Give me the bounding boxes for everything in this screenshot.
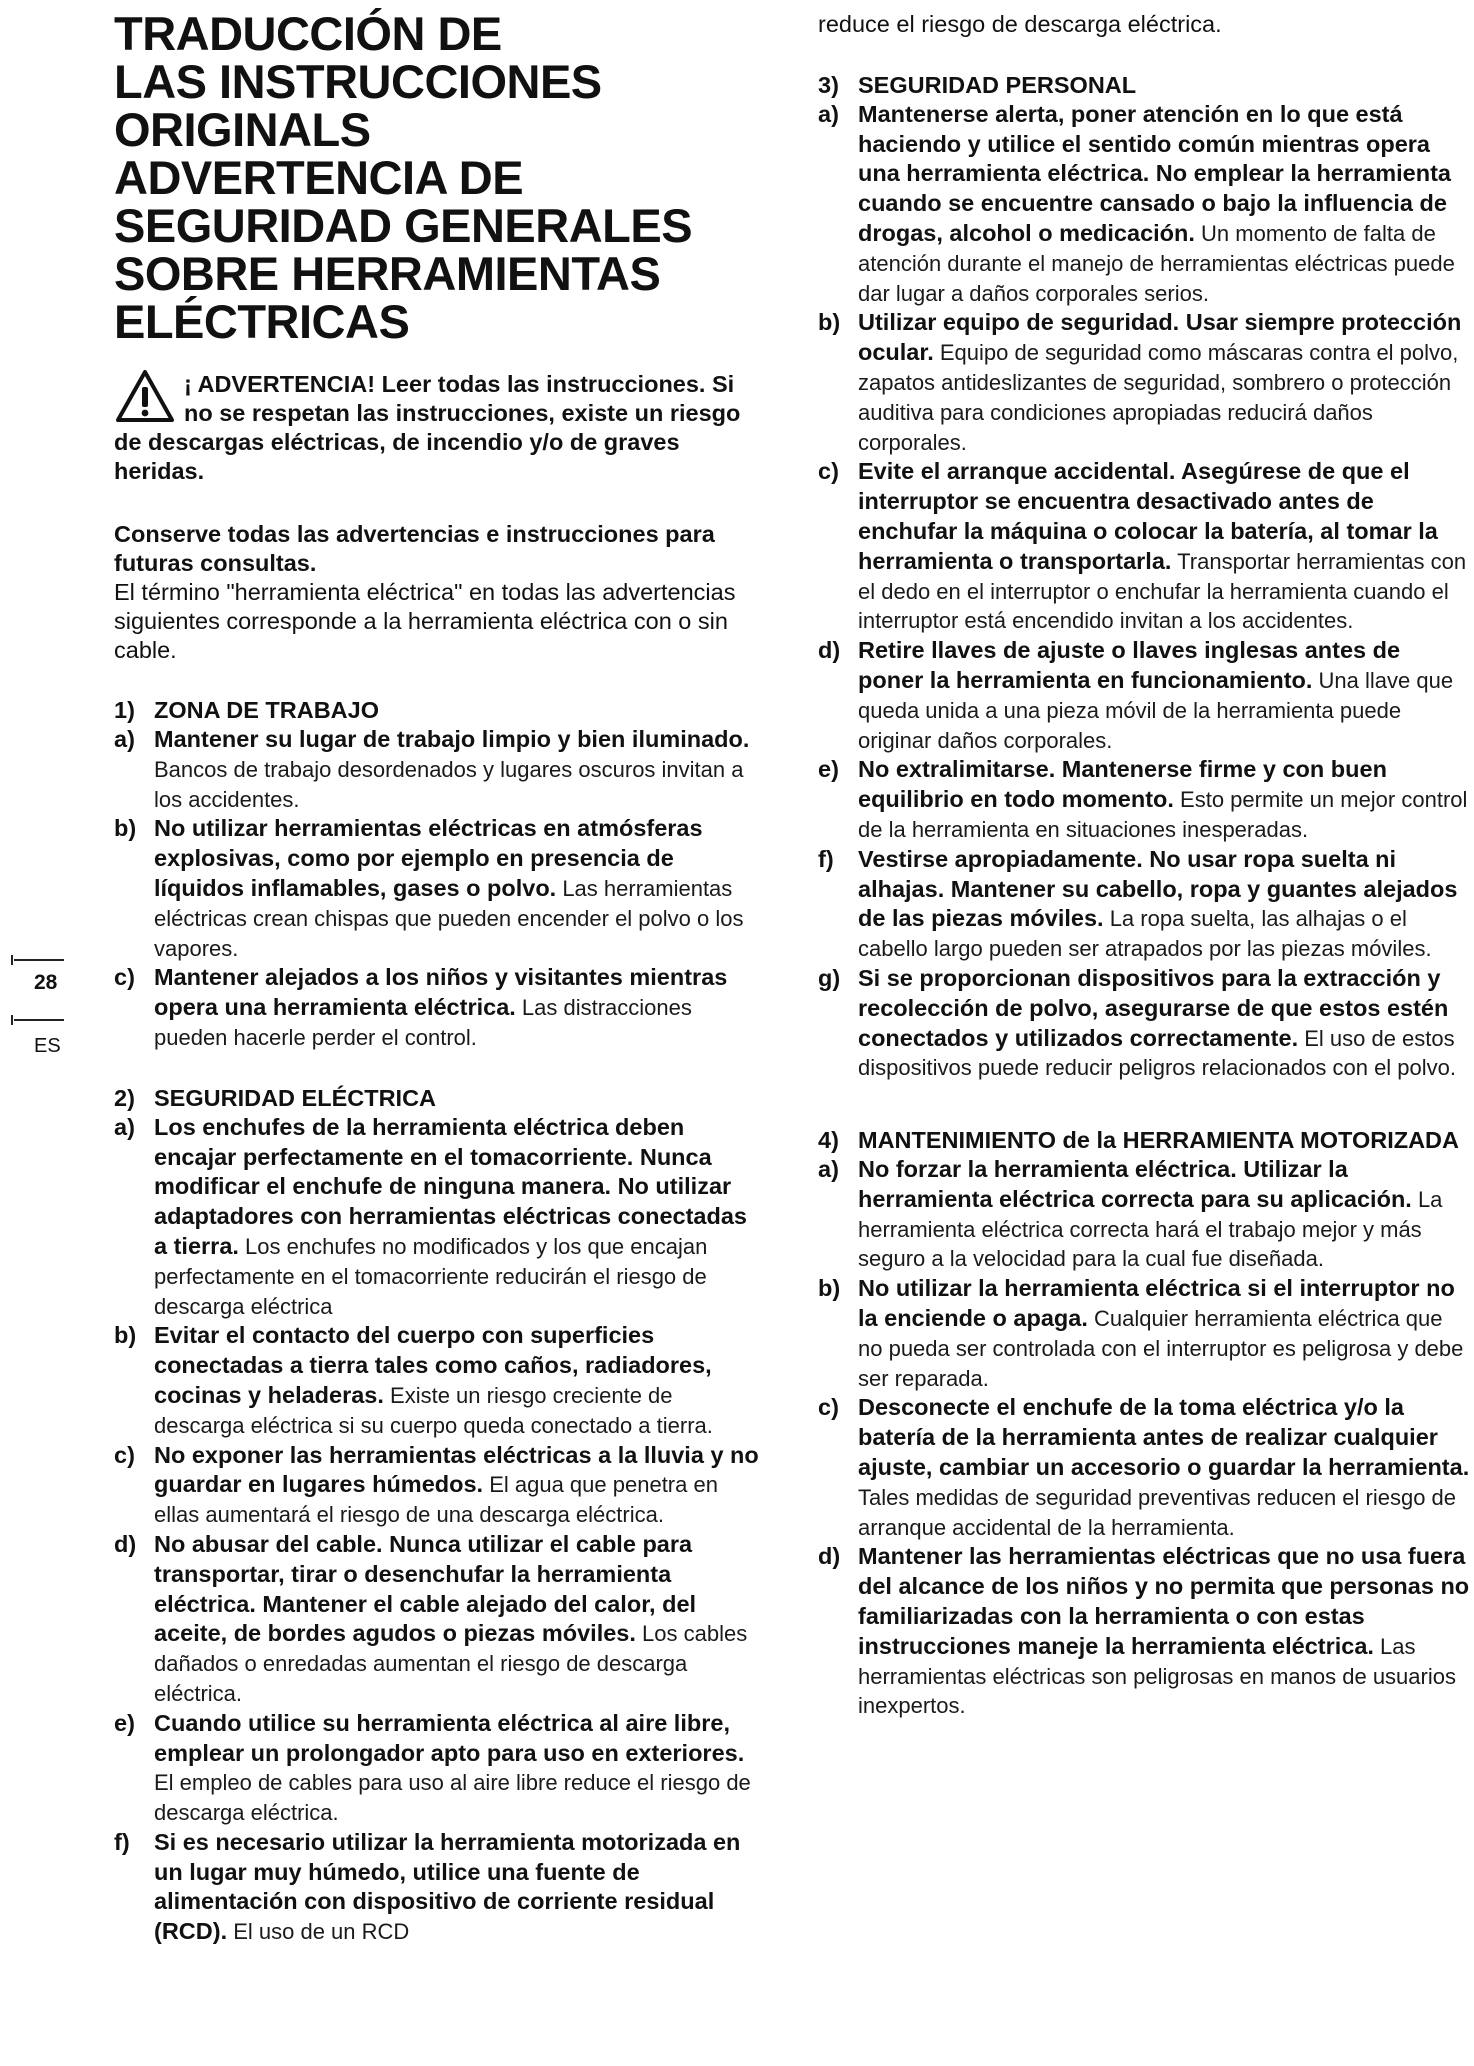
- item-text: Los cables dañados o enredadas aumentan el riesgo de descarga eléctrica.: [154, 1621, 748, 1706]
- item-text: La ropa suelta, las alhajas o el cabello largo pueden ser atrapados por las piezas móviles.: [858, 906, 1432, 962]
- item-bold: Mantener alejados a los niños y visitantes mientras opera una herramienta eléctrica.: [154, 964, 728, 1021]
- item-text: El empleo de cables para uso al aire libre reduce el riesgo de descarga eléctrica.: [154, 1770, 751, 1826]
- item-letter: g): [818, 964, 841, 991]
- item-bold: Desconecte el enchufe de la toma eléctrica y/o la batería de la herramienta antes de realizar cualquier ajuste, cambiar un accesorio o guardar la herramienta.: [858, 1394, 1470, 1481]
- list-item: [114, 963, 764, 1052]
- item-letter: c): [818, 458, 839, 485]
- item-bold: No exponer las herramientas eléctricas a la lluvia y no guardar en lugares húmedos.: [154, 1441, 759, 1498]
- item-bold: Retire llaves de ajuste o llaves inglesas antes de poner la herramienta en funcionamiento.: [858, 637, 1401, 693]
- item-letter: d): [114, 1530, 137, 1557]
- item-text: Los enchufes no modificados y los que encajan perfectamente en el tomacorriente reducirán el riesgo de descarga eléctrica: [154, 1233, 708, 1319]
- item-text: Un momento de falta de atención durante el manejo de herramientas eléctricas puede dar lugar a daños corporales serios.: [858, 220, 1455, 306]
- item-letter: c): [818, 1394, 839, 1421]
- list-item: [818, 1393, 1470, 1542]
- item-bold: Los enchufes de la herramienta eléctrica deben encajar perfectamente en el tomacorriente. Nunca modificar el enchufe de ninguna manera. No utilizar adaptadores con herramientas eléctricas conectadas a tierra.: [154, 1113, 747, 1259]
- list-item: [818, 308, 1470, 457]
- list-item: [818, 755, 1470, 844]
- item-text: El uso de estos dispositivos puede reducir peligros relacionados con el polvo.: [858, 1025, 1457, 1081]
- item-text: Las herramientas eléctricas son peligrosas en manos de usuarios inexpertos.: [858, 1633, 1456, 1719]
- list-item: [818, 1542, 1470, 1721]
- section-number: 3): [818, 71, 839, 98]
- item-text: Cualquier herramienta eléctrica que no pueda ser controlada con el interruptor es peligrosa y debe ser reparada.: [858, 1306, 1464, 1391]
- item-bold: Vestirse apropiadamente. No usar ropa suelta ni alhajas. Mantener su cabello, ropa y guantes alejados de las piezas móviles.: [858, 845, 1458, 932]
- section-items: [818, 100, 1470, 1083]
- title-line: SOBRE HERRAMIENTAS: [114, 247, 661, 300]
- item-bold: Si se proporcionan dispositivos para la extracción y recolección de polvo, asegurarse de que estos estén conectados y utilizados correctamente.: [858, 964, 1449, 1051]
- section-title: MANTENIMIENTO de la HERRAMIENTA MOTORIZADA: [858, 1127, 1459, 1154]
- title-line: ORIGINALS: [114, 103, 371, 156]
- section-tool-maintenance: [818, 1125, 1470, 1721]
- list-item: [114, 1113, 764, 1322]
- warning-triangle-icon: [114, 368, 176, 424]
- section-heading: [114, 695, 764, 725]
- item-letter: b): [818, 309, 841, 336]
- list-item: [818, 457, 1470, 636]
- list-item: [818, 636, 1470, 755]
- item-letter: f): [114, 1828, 130, 1855]
- item-letter: d): [818, 1543, 841, 1570]
- item-text: El uso de un RCD: [227, 1919, 410, 1945]
- section-items: [818, 1155, 1470, 1721]
- item-text: Transportar herramientas con el dedo en el interruptor o enchufar la herramienta cuando el interruptor está encendido invitan a los accidentes.: [858, 548, 1467, 634]
- item-letter: d): [818, 637, 841, 664]
- item-bold: Mantener su lugar de trabajo limpio y bien iluminado.: [154, 726, 750, 752]
- list-item: [114, 1828, 764, 1947]
- item-text: Las distracciones pueden hacerle perder el control.: [154, 995, 692, 1050]
- section-number: 2): [114, 1084, 135, 1111]
- list-item: [818, 1274, 1470, 1393]
- left-column: [114, 7, 764, 1947]
- item-text: Existe un riesgo creciente de descarga eléctrica si su cuerpo queda conectado a tierra.: [154, 1382, 713, 1438]
- title-line: LAS INSTRUCCIONES: [114, 55, 602, 108]
- item-letter: e): [114, 1709, 135, 1736]
- margin-line-top: [14, 959, 64, 961]
- conserve-text: El término "herramienta eléctrica" en todas las advertencias siguientes corresponde a la herramienta eléctrica con o sin cable.: [114, 579, 736, 663]
- section-number: 4): [818, 1127, 839, 1154]
- general-warning: [114, 370, 764, 486]
- item-bold: Evitar el contacto del cuerpo con superficies conectadas a tierra tales como caños, radiadores, cocinas y heladeras.: [154, 1322, 712, 1408]
- item-letter: a): [114, 726, 135, 752]
- section-title: SEGURIDAD ELÉCTRICA: [154, 1084, 437, 1111]
- section-electrical-safety: [114, 1083, 764, 1947]
- item-text: Tales medidas de seguridad preventivas reducen el riesgo de arranque accidental de la herramienta.: [858, 1484, 1457, 1540]
- language-code: ES: [34, 1035, 61, 1057]
- list-item: [114, 1321, 764, 1440]
- list-item: [818, 964, 1470, 1083]
- section-work-area: [114, 695, 764, 1053]
- list-item: [114, 1441, 764, 1530]
- section-title: SEGURIDAD PERSONAL: [858, 71, 1137, 98]
- list-item: [818, 100, 1470, 309]
- item-text: La herramienta eléctrica correcta hará el trabajo mejor y más seguro a la velocidad para la cual fue diseñada.: [858, 1186, 1443, 1272]
- section-title: ZONA DE TRABAJO: [154, 697, 379, 723]
- item-letter: b): [114, 1322, 137, 1349]
- item-bold: No extralimitarse. Mantenerse firme y con buen equilibrio en todo momento.: [858, 756, 1387, 813]
- list-item: [114, 814, 764, 963]
- item-bold: No forzar la herramienta eléctrica. Utilizar la herramienta eléctrica correcta para su aplicación.: [858, 1156, 1412, 1212]
- document-title: [114, 7, 764, 348]
- continuation-text: reduce el riesgo de descarga eléctrica.: [818, 11, 1222, 37]
- item-letter: e): [818, 756, 839, 783]
- section-number: 1): [114, 697, 135, 723]
- title-line: ADVERTENCIA DE: [114, 151, 524, 204]
- item-text: Esto permite un mejor control de la herramienta en situaciones inesperadas.: [858, 787, 1468, 842]
- item-text: Equipo de seguridad como máscaras contra el polvo, zapatos antideslizantes de seguridad, sombrero o protección auditiva para condiciones apropiadas reducirá daños corporales.: [858, 340, 1459, 455]
- title-line: ELÉCTRICAS: [114, 295, 410, 348]
- list-item: [114, 1530, 764, 1709]
- item-bold: Evite el arranque accidental. Asegúrese de que el interruptor se encuentra desactivado antes de enchufar la máquina o colocar la batería, al tomar la herramienta o transportarla.: [858, 458, 1438, 574]
- item-letter: f): [818, 845, 834, 872]
- section-heading: [114, 1083, 764, 1113]
- section-personal-safety: [818, 70, 1470, 1083]
- item-bold: Mantenerse alerta, poner atención en lo que está haciendo y utilice el sentido común mientras opera una herramienta eléctrica. No emplear la herramienta cuando se encuentre cansado o bajo la influencia de drogas, alcohol o medicación.: [858, 100, 1451, 246]
- item-bold: Si es necesario utilizar la herramienta motorizada en un lugar muy húmedo, utilice una fuente de alimentación con dispositivo de corriente residual (RCD).: [154, 1828, 741, 1945]
- section-items: [114, 725, 764, 1053]
- item-letter: b): [818, 1275, 841, 1302]
- section-heading: [818, 1125, 1470, 1155]
- list-item: [114, 1709, 764, 1828]
- section-heading: [818, 70, 1470, 100]
- item-text: Bancos de trabajo desordenados y lugares oscuros invitan a los accidentes.: [154, 756, 744, 812]
- title-line: TRADUCCIÓN DE: [114, 7, 502, 60]
- item-bold: Cuando utilice su herramienta eléctrica al aire libre, emplear un prolongador apto para uso en exteriores.: [154, 1709, 745, 1766]
- title-line: SEGURIDAD GENERALES: [114, 199, 693, 252]
- item-bold: No utilizar herramientas eléctricas en atmósferas explosivas, como por ejemplo en presencia de líquidos inflamables, gases o polvo.: [154, 815, 703, 901]
- list-item: [114, 725, 764, 814]
- item-text: Una llave que queda unida a una pieza móvil de la herramienta puede originar daños corporales.: [858, 667, 1454, 753]
- item-text: Las herramientas eléctricas crean chispas que pueden encender el polvo o los vapores.: [154, 875, 744, 961]
- margin-line-bottom: [14, 1019, 64, 1021]
- item-letter: a): [818, 100, 839, 127]
- item-letter: b): [114, 815, 137, 842]
- item-text: El agua que penetra en ellas aumentará el riesgo de una descarga eléctrica.: [154, 1472, 718, 1528]
- item-bold: No abusar del cable. Nunca utilizar el cable para transportar, tirar o desenchufar la herramienta eléctrica. Mantener el cable alejado del calor, del aceite, de bordes agudos o piezas móviles.: [154, 1530, 697, 1647]
- item-bold: Utilizar equipo de seguridad. Usar siempre protección ocular.: [858, 309, 1462, 366]
- list-item: [818, 1155, 1470, 1274]
- item-letter: a): [114, 1113, 135, 1140]
- item-letter: c): [114, 1441, 135, 1468]
- item-letter: a): [818, 1156, 839, 1183]
- warning-text: ¡ ADVERTENCIA! Leer todas las instrucciones. Si no se respetan las instrucciones, existe un riesgo de descargas eléctricas, de incendio y/o de graves heridas.: [114, 371, 741, 484]
- section-items: [114, 1113, 764, 1947]
- right-column: [818, 10, 1470, 1721]
- item-bold: No utilizar la herramienta eléctrica si el interruptor no la enciende o apaga.: [858, 1275, 1455, 1332]
- conserve-notice: [114, 520, 764, 665]
- item-letter: c): [114, 964, 135, 991]
- list-item: [818, 845, 1470, 964]
- page-number: 28: [34, 971, 58, 994]
- item-bold: Mantener las herramientas eléctricas que no usa fuera del alcance de los niños y no permita que personas no familiarizadas con la herramienta o con estas instrucciones maneje la herramienta eléctrica.: [858, 1543, 1470, 1659]
- conserve-heading: Conserve todas las advertencias e instrucciones para futuras consultas.: [114, 521, 715, 576]
